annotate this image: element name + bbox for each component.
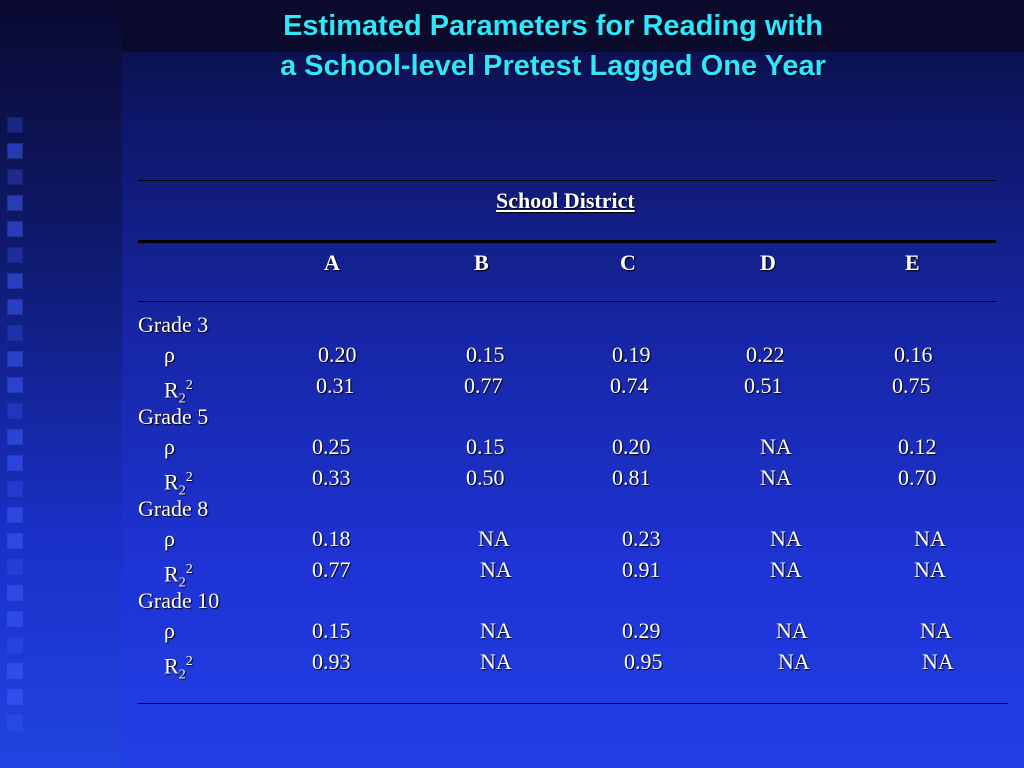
table-cell: 0.77 xyxy=(312,557,351,582)
column-header-d: D xyxy=(760,250,776,275)
left-decorative-strip xyxy=(0,0,122,768)
table-cell: 0.22 xyxy=(746,342,785,367)
table-cell: 0.20 xyxy=(612,434,651,459)
column-header-a: A xyxy=(324,250,340,275)
table-cell: 0.25 xyxy=(312,434,351,459)
table-cell: 0.75 xyxy=(892,373,931,398)
r-squared-label: $R_2^2$ xyxy=(164,561,193,591)
table-cell: 0.19 xyxy=(612,342,651,367)
table-cell: 0.15 xyxy=(466,342,505,367)
table-cell: 0.33 xyxy=(312,465,351,490)
table-cell: 0.16 xyxy=(894,342,933,367)
r-squared-label: $R_2^2$ xyxy=(164,469,193,499)
table-cell: NA xyxy=(778,649,810,674)
table-cell: NA xyxy=(922,649,954,674)
rho-label: ρ xyxy=(164,434,175,459)
table-cell: 0.50 xyxy=(466,465,505,490)
table-cell: NA xyxy=(480,557,512,582)
table-cell: 0.20 xyxy=(318,342,357,367)
table-cell: NA xyxy=(914,557,946,582)
table-cell: 0.93 xyxy=(312,649,351,674)
grade-label: Grade 8 xyxy=(138,496,209,521)
table-cell: 0.81 xyxy=(612,465,651,490)
table-cell: 0.31 xyxy=(316,373,355,398)
rho-label: ρ xyxy=(164,526,175,551)
table-cell: NA xyxy=(480,618,512,643)
grade-label: Grade 5 xyxy=(138,404,209,429)
table-cell: 0.15 xyxy=(312,618,351,643)
table-cell: NA xyxy=(776,618,808,643)
table-cell: NA xyxy=(920,618,952,643)
table-cell: NA xyxy=(770,557,802,582)
table-top-rule xyxy=(138,180,996,181)
slide-title xyxy=(140,6,966,86)
table-cell: NA xyxy=(760,465,792,490)
table-bottom-rule xyxy=(138,703,1008,704)
table-cell: 0.91 xyxy=(622,557,661,582)
table-cell: 0.74 xyxy=(610,373,649,398)
table-cell: 0.29 xyxy=(622,618,661,643)
r-squared-label: $R_2^2$ xyxy=(164,653,193,683)
table-cell: 0.51 xyxy=(744,373,783,398)
grade-label: Grade 10 xyxy=(138,588,220,613)
slide-title-line-1: Estimated Parameters for Reading with xyxy=(283,10,823,42)
slide-title-line-2: a School-level Pretest Lagged One Year xyxy=(280,50,826,82)
table-cell: 0.77 xyxy=(464,373,503,398)
group-header-rule xyxy=(138,240,996,243)
grade-label: Grade 3 xyxy=(138,312,209,337)
table-cell: NA xyxy=(478,526,510,551)
r-squared-label: $R_2^2$ xyxy=(164,377,193,407)
group-header: School District xyxy=(496,188,635,213)
table-cell: 0.15 xyxy=(466,434,505,459)
table-cell: NA xyxy=(770,526,802,551)
table-cell: NA xyxy=(914,526,946,551)
column-header-e: E xyxy=(905,250,920,275)
column-header-b: B xyxy=(474,250,489,275)
column-header-rule xyxy=(138,301,996,302)
decorative-squares xyxy=(8,118,48,742)
table-cell: 0.18 xyxy=(312,526,351,551)
column-header-c: C xyxy=(620,250,636,275)
table-cell: 0.12 xyxy=(898,434,937,459)
rho-label: ρ xyxy=(164,342,175,367)
table-cell: NA xyxy=(760,434,792,459)
rho-label: ρ xyxy=(164,618,175,643)
table-cell: 0.70 xyxy=(898,465,937,490)
table-cell: 0.23 xyxy=(622,526,661,551)
table-cell: 0.95 xyxy=(624,649,663,674)
table-cell: NA xyxy=(480,649,512,674)
